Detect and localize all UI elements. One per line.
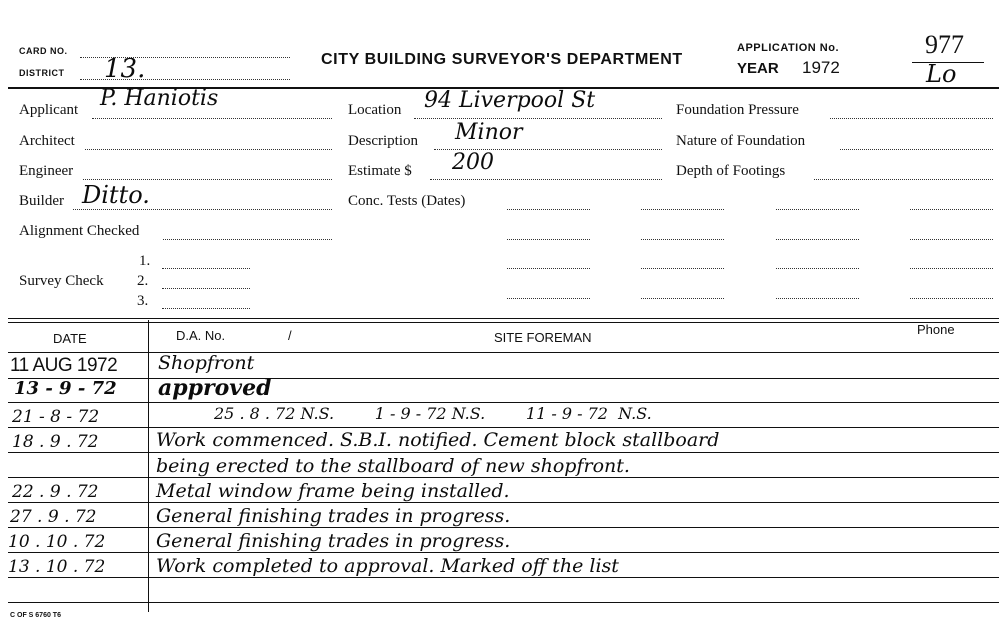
year-value: 1972 bbox=[802, 58, 840, 77]
conc-line-r3c2 bbox=[641, 268, 724, 269]
conc-line-r2c1 bbox=[507, 239, 590, 240]
conc-tests-label: Conc. Tests (Dates) bbox=[348, 193, 466, 209]
row-date: 10 . 10 . 72 bbox=[8, 532, 106, 552]
nature-foundation-label: Nature of Foundation bbox=[676, 133, 806, 149]
depth-footings-label: Depth of Footings bbox=[676, 163, 786, 179]
row-date: 21 - 8 - 72 bbox=[12, 407, 100, 427]
conc-line-r1c4 bbox=[910, 209, 993, 210]
alignment-label: Alignment Checked bbox=[19, 223, 140, 239]
application-no-label: APPLICATION No. bbox=[737, 42, 840, 54]
row-date: 13 - 9 - 72 bbox=[14, 378, 117, 399]
description-value: Minor bbox=[455, 120, 523, 145]
row-rule bbox=[8, 502, 999, 503]
date-header: DATE bbox=[53, 331, 87, 346]
conc-line-r1c3 bbox=[776, 209, 859, 210]
da-slash: / bbox=[288, 328, 292, 343]
row-entry: Shopfront bbox=[158, 352, 255, 374]
estimate-line bbox=[430, 179, 662, 180]
conc-line-r1c1 bbox=[507, 209, 590, 210]
survey-item-2: 2. bbox=[137, 273, 149, 289]
location-line bbox=[414, 118, 662, 119]
estimate-value: 200 bbox=[452, 150, 494, 175]
row-rule bbox=[8, 402, 999, 403]
row-date-stamp: 11 AUG 1972 bbox=[10, 355, 118, 376]
row-entry: Work completed to approval. Marked off the list bbox=[156, 555, 619, 577]
builder-label: Builder bbox=[19, 193, 64, 209]
row-rule bbox=[8, 602, 999, 603]
location-value: 94 Liverpool St bbox=[424, 88, 596, 113]
survey-item-1: 1. bbox=[139, 253, 151, 269]
phone-header: Phone bbox=[917, 322, 955, 337]
conc-line-r4c3 bbox=[776, 298, 859, 299]
engineer-label: Engineer bbox=[19, 163, 74, 179]
depth-footings-line bbox=[814, 179, 993, 180]
architect-label: Architect bbox=[19, 133, 75, 149]
applicant-line bbox=[92, 118, 332, 119]
row-entry: General finishing trades in progress. bbox=[156, 530, 511, 552]
nature-foundation-line bbox=[840, 149, 993, 150]
row-rule bbox=[8, 452, 999, 453]
applicant-label: Applicant bbox=[19, 102, 79, 118]
date-column-divider bbox=[148, 320, 149, 612]
conc-line-r4c1 bbox=[507, 298, 590, 299]
year-label: YEAR bbox=[737, 60, 779, 77]
department-title: CITY BUILDING SURVEYOR'S DEPARTMENT bbox=[321, 51, 683, 68]
row-entry: General finishing trades in progress. bbox=[156, 505, 511, 527]
location-label: Location bbox=[348, 102, 402, 118]
district-value: 13. bbox=[104, 54, 146, 84]
row-rule bbox=[8, 477, 999, 478]
description-label: Description bbox=[348, 133, 418, 149]
row-date: 18 . 9 . 72 bbox=[12, 432, 99, 452]
survey-line-2 bbox=[162, 288, 250, 289]
card-no-label: CARD NO. bbox=[19, 46, 68, 56]
conc-line-r3c4 bbox=[910, 268, 993, 269]
conc-line-r2c3 bbox=[776, 239, 859, 240]
district-label: DISTRICT bbox=[19, 68, 65, 78]
row-date: 13 . 10 . 72 bbox=[8, 557, 106, 577]
row-rule bbox=[8, 378, 999, 379]
table-top-border-2 bbox=[8, 322, 999, 323]
engineer-line bbox=[83, 179, 332, 180]
row-date: 27 . 9 . 72 bbox=[10, 507, 97, 527]
builder-line bbox=[73, 209, 332, 210]
conc-line-r3c1 bbox=[507, 268, 590, 269]
table-header-bottom bbox=[8, 352, 999, 353]
conc-line-r2c4 bbox=[910, 239, 993, 240]
survey-item-3: 3. bbox=[137, 293, 149, 309]
conc-line-r3c3 bbox=[776, 268, 859, 269]
applicant-value: P. Haniotis bbox=[100, 86, 219, 111]
architect-line bbox=[85, 149, 332, 150]
survey-line-3 bbox=[162, 308, 250, 309]
row-entry: Work commenced. S.B.I. notified. Cement block stallboard bbox=[156, 429, 720, 451]
conc-line-r4c2 bbox=[641, 298, 724, 299]
row-rule bbox=[8, 527, 999, 528]
row-entry: 25 . 8 . 72 N.S. 1 - 9 - 72 N.S. 11 - 9 - 72 N.S. bbox=[214, 404, 652, 423]
table-top-border-1 bbox=[8, 318, 999, 319]
row-rule bbox=[8, 427, 999, 428]
application-initials: Lo bbox=[926, 60, 957, 88]
application-number: 977 bbox=[925, 30, 964, 59]
conc-line-r4c4 bbox=[910, 298, 993, 299]
survey-line-1 bbox=[162, 268, 250, 269]
row-rule bbox=[8, 552, 999, 553]
da-no-header: D.A. No. bbox=[176, 328, 226, 343]
conc-line-r2c2 bbox=[641, 239, 724, 240]
row-rule bbox=[8, 577, 999, 578]
foundation-pressure-line bbox=[830, 118, 993, 119]
alignment-line bbox=[163, 239, 332, 240]
builder-value: Ditto. bbox=[82, 181, 150, 209]
row-entry: approved bbox=[158, 375, 272, 401]
row-date: 22 . 9 . 72 bbox=[12, 482, 99, 502]
estimate-label: Estimate $ bbox=[348, 163, 412, 179]
survey-check-label: Survey Check bbox=[19, 273, 104, 289]
row-entry: Metal window frame being installed. bbox=[156, 480, 510, 502]
site-foreman-header: SITE FOREMAN bbox=[494, 330, 592, 345]
foundation-pressure-label: Foundation Pressure bbox=[676, 102, 799, 118]
conc-line-r1c2 bbox=[641, 209, 724, 210]
form-code: C OF S 6760 T6 bbox=[10, 612, 61, 619]
row-entry: being erected to the stallboard of new shopfront. bbox=[156, 455, 630, 477]
